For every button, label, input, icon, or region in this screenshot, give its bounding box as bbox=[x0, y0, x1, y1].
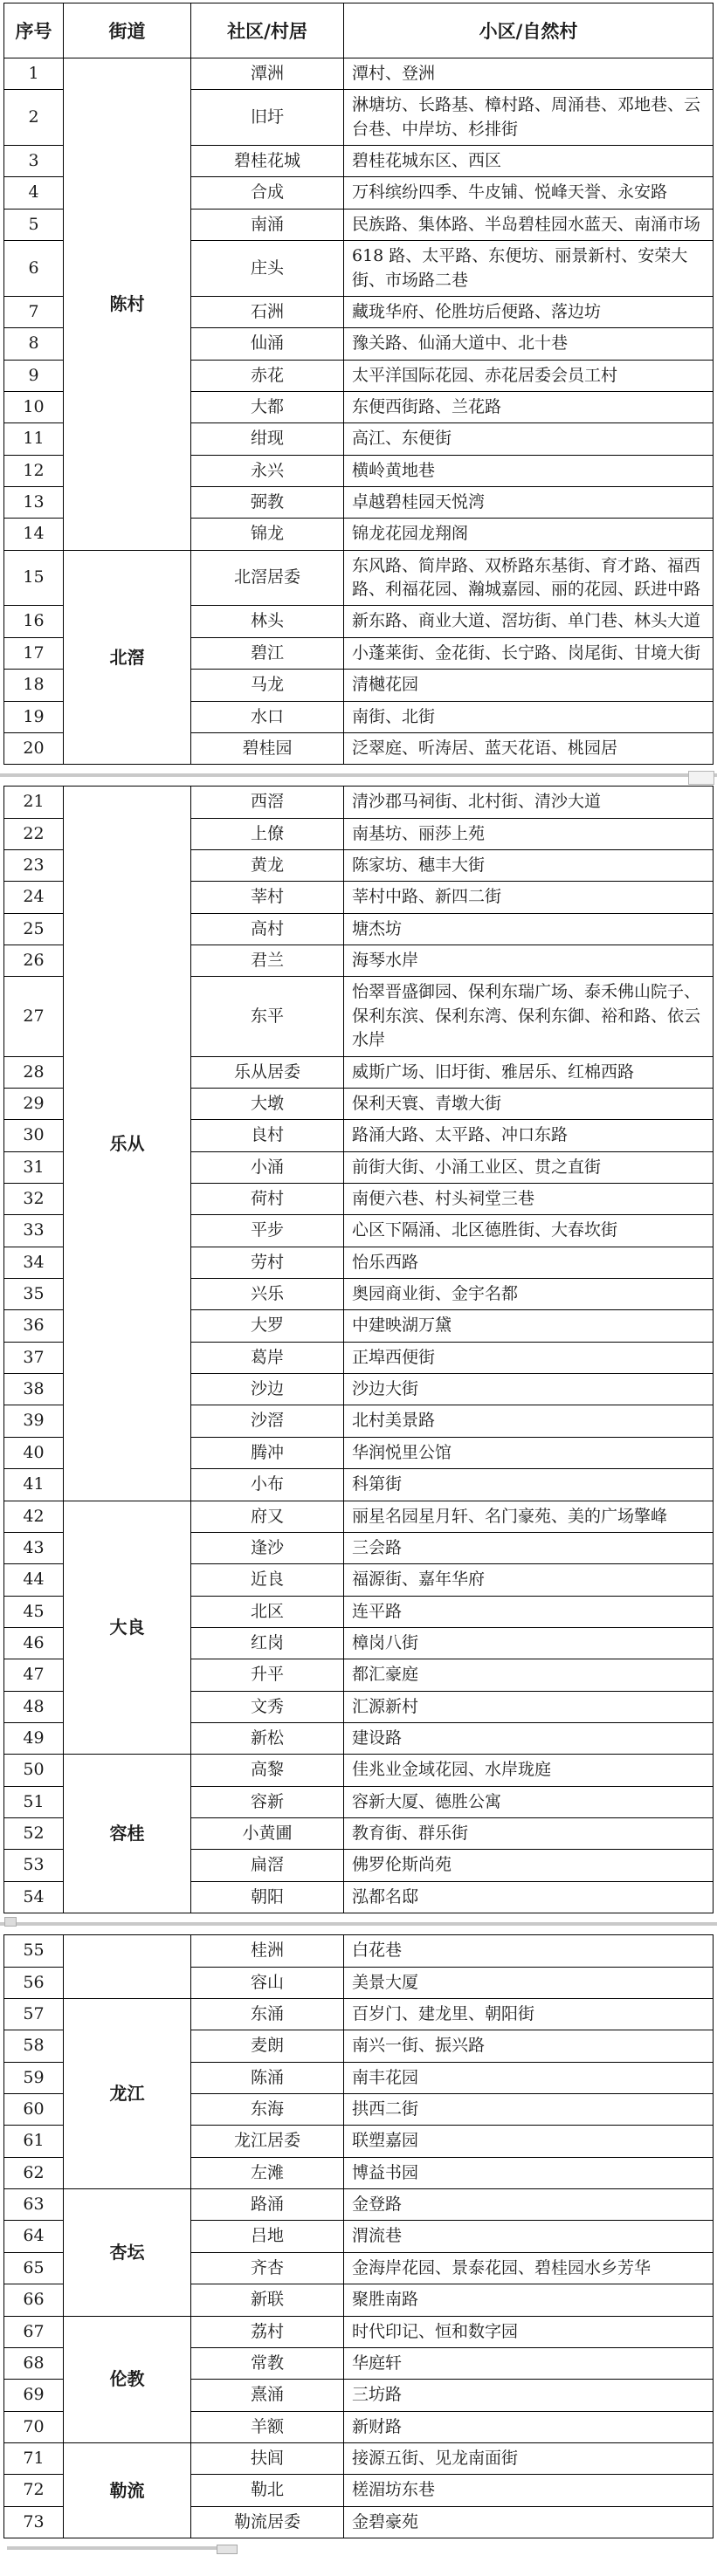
community-cell: 劳村 bbox=[191, 1247, 344, 1278]
row-number-cell: 47 bbox=[4, 1659, 64, 1691]
row-number-cell: 58 bbox=[4, 2030, 64, 2062]
row-number-cell: 28 bbox=[4, 1056, 64, 1088]
header-row bbox=[4, 3, 714, 58]
table-resize-handle bbox=[4, 1917, 17, 1927]
community-cell: 东平 bbox=[191, 977, 344, 1056]
areas-cell: 时代印记、恒和数字园 bbox=[344, 2316, 714, 2347]
areas-cell: 沙边大街 bbox=[344, 1374, 714, 1405]
areas-cell: 南丰花园 bbox=[344, 2062, 714, 2093]
row-number-cell: 11 bbox=[4, 423, 64, 455]
areas-cell: 科第街 bbox=[344, 1469, 714, 1501]
community-cell: 左滩 bbox=[191, 2157, 344, 2188]
community-cell: 大都 bbox=[191, 391, 344, 422]
areas-cell: 三会路 bbox=[344, 1532, 714, 1563]
community-cell: 上僚 bbox=[191, 818, 344, 849]
street-cell: 勒流 bbox=[64, 2442, 191, 2538]
areas-cell: 保利天寰、青墩大街 bbox=[344, 1088, 714, 1119]
areas-cell: 威斯广场、旧圩街、雅居乐、红棉西路 bbox=[344, 1056, 714, 1088]
areas-cell: 路涌大路、太平路、冲口东路 bbox=[344, 1120, 714, 1151]
community-cell: 新松 bbox=[191, 1723, 344, 1755]
row-number-cell: 45 bbox=[4, 1596, 64, 1627]
table-row bbox=[4, 2316, 714, 2347]
areas-cell: 心区下隔涌、北区德胜街、大春坎街 bbox=[344, 1215, 714, 1247]
row-number-cell: 34 bbox=[4, 1247, 64, 1278]
row-number-cell: 26 bbox=[4, 945, 64, 977]
table-resize-handle bbox=[688, 771, 714, 785]
community-cell: 桂洲 bbox=[191, 1935, 344, 1967]
areas-cell: 北村美景路 bbox=[344, 1405, 714, 1437]
header-col-number: 序号 bbox=[4, 3, 64, 58]
street-cell: 容桂 bbox=[64, 1755, 191, 1913]
areas-cell: 福源街、嘉年华府 bbox=[344, 1564, 714, 1596]
community-cell: 马龙 bbox=[191, 670, 344, 701]
header-col-community: 社区/村居 bbox=[191, 3, 344, 58]
table-segment-3-body bbox=[4, 1935, 714, 2538]
row-number-cell: 44 bbox=[4, 1564, 64, 1596]
row-number-cell: 4 bbox=[4, 177, 64, 209]
areas-cell: 丽星名园星月轩、名门豪苑、美的广场擎峰 bbox=[344, 1501, 714, 1532]
community-cell: 扶闾 bbox=[191, 2442, 344, 2474]
row-number-cell: 65 bbox=[4, 2252, 64, 2284]
community-cell: 高黎 bbox=[191, 1755, 344, 1786]
areas-cell: 渭流巷 bbox=[344, 2221, 714, 2252]
community-cell: 弼教 bbox=[191, 487, 344, 519]
community-cell: 沙滘 bbox=[191, 1405, 344, 1437]
row-number-cell: 31 bbox=[4, 1151, 64, 1183]
areas-cell: 金碧豪苑 bbox=[344, 2506, 714, 2538]
community-cell: 乐从居委 bbox=[191, 1056, 344, 1088]
community-cell: 大墩 bbox=[191, 1088, 344, 1119]
community-cell: 齐杏 bbox=[191, 2252, 344, 2284]
areas-cell: 新财路 bbox=[344, 2411, 714, 2442]
areas-cell: 华庭轩 bbox=[344, 2347, 714, 2379]
areas-cell: 连平路 bbox=[344, 1596, 714, 1627]
areas-cell: 藏珑华府、伦胜坊后便路、落边坊 bbox=[344, 296, 714, 327]
row-number-cell: 37 bbox=[4, 1342, 64, 1373]
row-number-cell: 43 bbox=[4, 1532, 64, 1563]
areas-cell: 莘村中路、新四二街 bbox=[344, 882, 714, 913]
areas-cell: 海琴水岸 bbox=[344, 945, 714, 977]
areas-cell: 太平洋国际花园、赤花居委会员工村 bbox=[344, 360, 714, 391]
row-number-cell: 24 bbox=[4, 882, 64, 913]
areas-cell: 聚胜南路 bbox=[344, 2284, 714, 2316]
row-number-cell: 17 bbox=[4, 637, 64, 669]
table-row bbox=[4, 1755, 714, 1786]
table-resize-handle bbox=[217, 2545, 238, 2554]
community-cell: 扁滘 bbox=[191, 1850, 344, 1881]
row-number-cell: 5 bbox=[4, 209, 64, 240]
areas-cell: 正埠西便街 bbox=[344, 1342, 714, 1373]
row-number-cell: 56 bbox=[4, 1967, 64, 1998]
street-cell: 乐从 bbox=[64, 787, 191, 1501]
areas-cell: 碧桂花城东区、西区 bbox=[344, 146, 714, 177]
areas-cell: 樟岗八街 bbox=[344, 1627, 714, 1659]
row-number-cell: 70 bbox=[4, 2411, 64, 2442]
community-cell: 近良 bbox=[191, 1564, 344, 1596]
community-cell: 常教 bbox=[191, 2347, 344, 2379]
row-number-cell: 3 bbox=[4, 146, 64, 177]
areas-cell: 中建映湖万黛 bbox=[344, 1310, 714, 1342]
header-col-street: 街道 bbox=[64, 3, 191, 58]
areas-cell: 塘杰坊 bbox=[344, 913, 714, 945]
community-cell: 大罗 bbox=[191, 1310, 344, 1342]
row-number-cell: 35 bbox=[4, 1279, 64, 1310]
row-number-cell: 51 bbox=[4, 1786, 64, 1817]
community-cell: 永兴 bbox=[191, 455, 344, 486]
table-row bbox=[4, 787, 714, 818]
row-number-cell: 27 bbox=[4, 977, 64, 1056]
table-segment-2-body bbox=[4, 787, 714, 1913]
areas-cell: 美景大厦 bbox=[344, 1967, 714, 1998]
community-cell: 赤花 bbox=[191, 360, 344, 391]
community-cell: 良村 bbox=[191, 1120, 344, 1151]
community-cell: 路涌 bbox=[191, 2189, 344, 2221]
community-cell: 北区 bbox=[191, 1596, 344, 1627]
header-col-area: 小区/自然村 bbox=[344, 3, 714, 58]
row-number-cell: 18 bbox=[4, 670, 64, 701]
community-cell: 合成 bbox=[191, 177, 344, 209]
areas-cell: 锦龙花园龙翔阁 bbox=[344, 519, 714, 550]
areas-cell: 百岁门、建龙里、朝阳街 bbox=[344, 1998, 714, 2030]
row-number-cell: 64 bbox=[4, 2221, 64, 2252]
street-cell: 陈村 bbox=[64, 58, 191, 551]
community-cell: 新联 bbox=[191, 2284, 344, 2316]
row-number-cell: 48 bbox=[4, 1691, 64, 1722]
row-number-cell: 57 bbox=[4, 1998, 64, 2030]
community-cell: 高村 bbox=[191, 913, 344, 945]
street-cell: 伦教 bbox=[64, 2316, 191, 2442]
areas-cell: 泛翠庭、听涛居、蓝天花语、桃园居 bbox=[344, 732, 714, 764]
areas-cell: 都汇豪庭 bbox=[344, 1659, 714, 1691]
community-cell: 腾冲 bbox=[191, 1437, 344, 1468]
community-cell: 庄头 bbox=[191, 241, 344, 297]
community-cell: 容山 bbox=[191, 1967, 344, 1998]
areas-cell: 东便西街路、兰花路 bbox=[344, 391, 714, 422]
row-number-cell: 6 bbox=[4, 241, 64, 297]
community-cell: 逢沙 bbox=[191, 1532, 344, 1563]
areas-cell: 潭村、登洲 bbox=[344, 58, 714, 90]
areas-cell: 佳兆业金域花园、水岸珑庭 bbox=[344, 1755, 714, 1786]
row-number-cell: 14 bbox=[4, 519, 64, 550]
areas-cell: 618 路、太平路、东便坊、丽景新村、安荣大街、市场路二巷 bbox=[344, 241, 714, 297]
row-number-cell: 21 bbox=[4, 787, 64, 818]
community-cell: 绀现 bbox=[191, 423, 344, 455]
community-cell: 林头 bbox=[191, 606, 344, 637]
community-cell: 北滘居委 bbox=[191, 550, 344, 606]
areas-cell: 槎湄坊东巷 bbox=[344, 2475, 714, 2506]
areas-cell: 华润悦里公馆 bbox=[344, 1437, 714, 1468]
community-cell: 潭洲 bbox=[191, 58, 344, 90]
community-cell: 陈涌 bbox=[191, 2062, 344, 2093]
community-cell: 旧圩 bbox=[191, 90, 344, 146]
row-number-cell: 50 bbox=[4, 1755, 64, 1786]
community-cell: 东海 bbox=[191, 2094, 344, 2126]
community-cell: 府又 bbox=[191, 1501, 344, 1532]
community-cell: 平步 bbox=[191, 1215, 344, 1247]
row-number-cell: 8 bbox=[4, 328, 64, 360]
row-number-cell: 72 bbox=[4, 2475, 64, 2506]
row-number-cell: 52 bbox=[4, 1818, 64, 1850]
street-cell bbox=[64, 1935, 191, 1999]
row-number-cell: 39 bbox=[4, 1405, 64, 1437]
community-cell: 吕地 bbox=[191, 2221, 344, 2252]
table-row bbox=[4, 1501, 714, 1532]
areas-cell: 博益书园 bbox=[344, 2157, 714, 2188]
row-number-cell: 9 bbox=[4, 360, 64, 391]
areas-cell: 陈家坊、穗丰大街 bbox=[344, 849, 714, 881]
row-number-cell: 30 bbox=[4, 1120, 64, 1151]
row-number-cell: 12 bbox=[4, 455, 64, 486]
row-number-cell: 41 bbox=[4, 1469, 64, 1501]
areas-cell: 白花巷 bbox=[344, 1935, 714, 1967]
areas-cell: 万科缤纷四季、牛皮铺、悦峰天誉、永安路 bbox=[344, 177, 714, 209]
areas-cell: 高江、东便街 bbox=[344, 423, 714, 455]
row-number-cell: 1 bbox=[4, 58, 64, 90]
row-number-cell: 32 bbox=[4, 1183, 64, 1214]
page-break-separator-2 bbox=[0, 1913, 717, 1934]
table-row bbox=[4, 2442, 714, 2474]
row-number-cell: 20 bbox=[4, 732, 64, 764]
areas-cell: 怡乐西路 bbox=[344, 1247, 714, 1278]
street-cell: 北滘 bbox=[64, 550, 191, 765]
row-number-cell: 2 bbox=[4, 90, 64, 146]
street-cell: 龙江 bbox=[64, 1998, 191, 2188]
row-number-cell: 67 bbox=[4, 2316, 64, 2347]
areas-cell: 教育街、群乐街 bbox=[344, 1818, 714, 1850]
community-cell: 君兰 bbox=[191, 945, 344, 977]
table-row bbox=[4, 1998, 714, 2030]
row-number-cell: 10 bbox=[4, 391, 64, 422]
row-number-cell: 53 bbox=[4, 1850, 64, 1881]
row-number-cell: 16 bbox=[4, 606, 64, 637]
row-number-cell: 42 bbox=[4, 1501, 64, 1532]
row-number-cell: 68 bbox=[4, 2347, 64, 2379]
page-break-cutoff bbox=[0, 2538, 717, 2553]
row-number-cell: 29 bbox=[4, 1088, 64, 1119]
row-number-cell: 63 bbox=[4, 2189, 64, 2221]
row-number-cell: 22 bbox=[4, 818, 64, 849]
community-cell: 葛岸 bbox=[191, 1342, 344, 1373]
community-cell: 羊额 bbox=[191, 2411, 344, 2442]
community-cell: 龙江居委 bbox=[191, 2126, 344, 2157]
areas-cell: 泓都名邸 bbox=[344, 1881, 714, 1913]
areas-cell: 奥园商业街、金宇名都 bbox=[344, 1279, 714, 1310]
community-cell: 黄龙 bbox=[191, 849, 344, 881]
row-number-cell: 40 bbox=[4, 1437, 64, 1468]
areas-cell: 建设路 bbox=[344, 1723, 714, 1755]
table-segment-2 bbox=[3, 786, 714, 1913]
community-cell: 文秀 bbox=[191, 1691, 344, 1722]
community-cell: 勒北 bbox=[191, 2475, 344, 2506]
community-cell: 兴乐 bbox=[191, 1279, 344, 1310]
areas-cell: 南便六巷、村头祠堂三巷 bbox=[344, 1183, 714, 1214]
areas-cell: 淋塘坊、长路基、樟村路、周涌巷、邓地巷、云台巷、中岸坊、杉排街 bbox=[344, 90, 714, 146]
community-cell: 熹涌 bbox=[191, 2380, 344, 2411]
row-number-cell: 73 bbox=[4, 2506, 64, 2538]
community-cell: 荔村 bbox=[191, 2316, 344, 2347]
areas-cell: 佛罗伦斯尚苑 bbox=[344, 1850, 714, 1881]
community-cell: 麦朗 bbox=[191, 2030, 344, 2062]
row-number-cell: 49 bbox=[4, 1723, 64, 1755]
areas-cell: 卓越碧桂园天悦湾 bbox=[344, 487, 714, 519]
row-number-cell: 33 bbox=[4, 1215, 64, 1247]
street-cell: 杏坛 bbox=[64, 2189, 191, 2316]
community-cell: 勒流居委 bbox=[191, 2506, 344, 2538]
areas-cell: 清沙郡马祠街、北村街、清沙大道 bbox=[344, 787, 714, 818]
community-cell: 东涌 bbox=[191, 1998, 344, 2030]
areas-cell: 清樾花园 bbox=[344, 670, 714, 701]
community-cell: 莘村 bbox=[191, 882, 344, 913]
areas-cell: 南基坊、丽莎上苑 bbox=[344, 818, 714, 849]
areas-cell: 横岭黄地巷 bbox=[344, 455, 714, 486]
community-cell: 水口 bbox=[191, 701, 344, 732]
row-number-cell: 15 bbox=[4, 550, 64, 606]
areas-cell: 拱西二街 bbox=[344, 2094, 714, 2126]
community-cell: 容新 bbox=[191, 1786, 344, 1817]
table-row bbox=[4, 2189, 714, 2221]
areas-cell: 民族路、集体路、半岛碧桂园水蓝天、南涌市场 bbox=[344, 209, 714, 240]
community-cell: 升平 bbox=[191, 1659, 344, 1691]
areas-cell: 南街、北街 bbox=[344, 701, 714, 732]
street-cell: 大良 bbox=[64, 1501, 191, 1755]
row-number-cell: 69 bbox=[4, 2380, 64, 2411]
community-cell: 沙边 bbox=[191, 1374, 344, 1405]
community-cell: 碧江 bbox=[191, 637, 344, 669]
row-number-cell: 71 bbox=[4, 2442, 64, 2474]
row-number-cell: 60 bbox=[4, 2094, 64, 2126]
community-cell: 南涌 bbox=[191, 209, 344, 240]
row-number-cell: 23 bbox=[4, 849, 64, 881]
row-number-cell: 61 bbox=[4, 2126, 64, 2157]
community-cell: 石洲 bbox=[191, 296, 344, 327]
page-break-line bbox=[0, 773, 717, 777]
row-number-cell: 36 bbox=[4, 1310, 64, 1342]
table-row bbox=[4, 58, 714, 90]
row-number-cell: 46 bbox=[4, 1627, 64, 1659]
row-number-cell: 62 bbox=[4, 2157, 64, 2188]
areas-cell: 怡翠晋盛御园、保利东瑞广场、泰禾佛山院子、保利东滨、保利东湾、保利东御、裕和路、依云水岸 bbox=[344, 977, 714, 1056]
community-cell: 小黄圃 bbox=[191, 1818, 344, 1850]
areas-cell: 小蓬莱街、金花街、长宁路、岗尾街、甘境大街 bbox=[344, 637, 714, 669]
page-break-line bbox=[0, 1922, 717, 1926]
row-number-cell: 59 bbox=[4, 2062, 64, 2093]
community-cell: 小涌 bbox=[191, 1151, 344, 1183]
table-segment-1-body bbox=[4, 58, 714, 765]
table-row bbox=[4, 550, 714, 606]
row-number-cell: 7 bbox=[4, 296, 64, 327]
areas-cell: 金海岸花园、景泰花园、碧桂园水乡芳华 bbox=[344, 2252, 714, 2284]
areas-cell: 南兴一街、振兴路 bbox=[344, 2030, 714, 2062]
row-number-cell: 54 bbox=[4, 1881, 64, 1913]
community-cell: 小布 bbox=[191, 1469, 344, 1501]
row-number-cell: 55 bbox=[4, 1935, 64, 1967]
areas-cell: 新东路、商业大道、滘坊街、单门巷、林头大道 bbox=[344, 606, 714, 637]
page-break-line bbox=[7, 2546, 217, 2550]
community-cell: 仙涌 bbox=[191, 328, 344, 360]
row-number-cell: 25 bbox=[4, 913, 64, 945]
community-cell: 荷村 bbox=[191, 1183, 344, 1214]
areas-cell: 东风路、简岸路、双桥路东基街、育才路、福西路、利福花园、瀚城嘉园、丽的花园、跃进中路 bbox=[344, 550, 714, 606]
community-cell: 西滘 bbox=[191, 787, 344, 818]
community-cell: 朝阳 bbox=[191, 1881, 344, 1913]
table-segment-3 bbox=[3, 1934, 714, 2538]
areas-cell: 联塑嘉园 bbox=[344, 2126, 714, 2157]
areas-cell: 金登路 bbox=[344, 2189, 714, 2221]
row-number-cell: 19 bbox=[4, 701, 64, 732]
row-number-cell: 66 bbox=[4, 2284, 64, 2316]
areas-cell: 前街大街、小涌工业区、贯之直街 bbox=[344, 1151, 714, 1183]
community-cell: 碧桂花城 bbox=[191, 146, 344, 177]
table-segment-1 bbox=[3, 3, 714, 765]
areas-cell: 汇源新村 bbox=[344, 1691, 714, 1722]
community-cell: 锦龙 bbox=[191, 519, 344, 550]
areas-cell: 三坊路 bbox=[344, 2380, 714, 2411]
page-break-separator-1 bbox=[0, 765, 717, 786]
areas-cell: 接源五街、见龙南面街 bbox=[344, 2442, 714, 2474]
row-number-cell: 13 bbox=[4, 487, 64, 519]
areas-cell: 豫关路、仙涌大道中、北十巷 bbox=[344, 328, 714, 360]
row-number-cell: 38 bbox=[4, 1374, 64, 1405]
table-row bbox=[4, 1935, 714, 1967]
areas-cell: 容新大厦、德胜公寓 bbox=[344, 1786, 714, 1817]
community-cell: 碧桂园 bbox=[191, 732, 344, 764]
community-cell: 红岗 bbox=[191, 1627, 344, 1659]
